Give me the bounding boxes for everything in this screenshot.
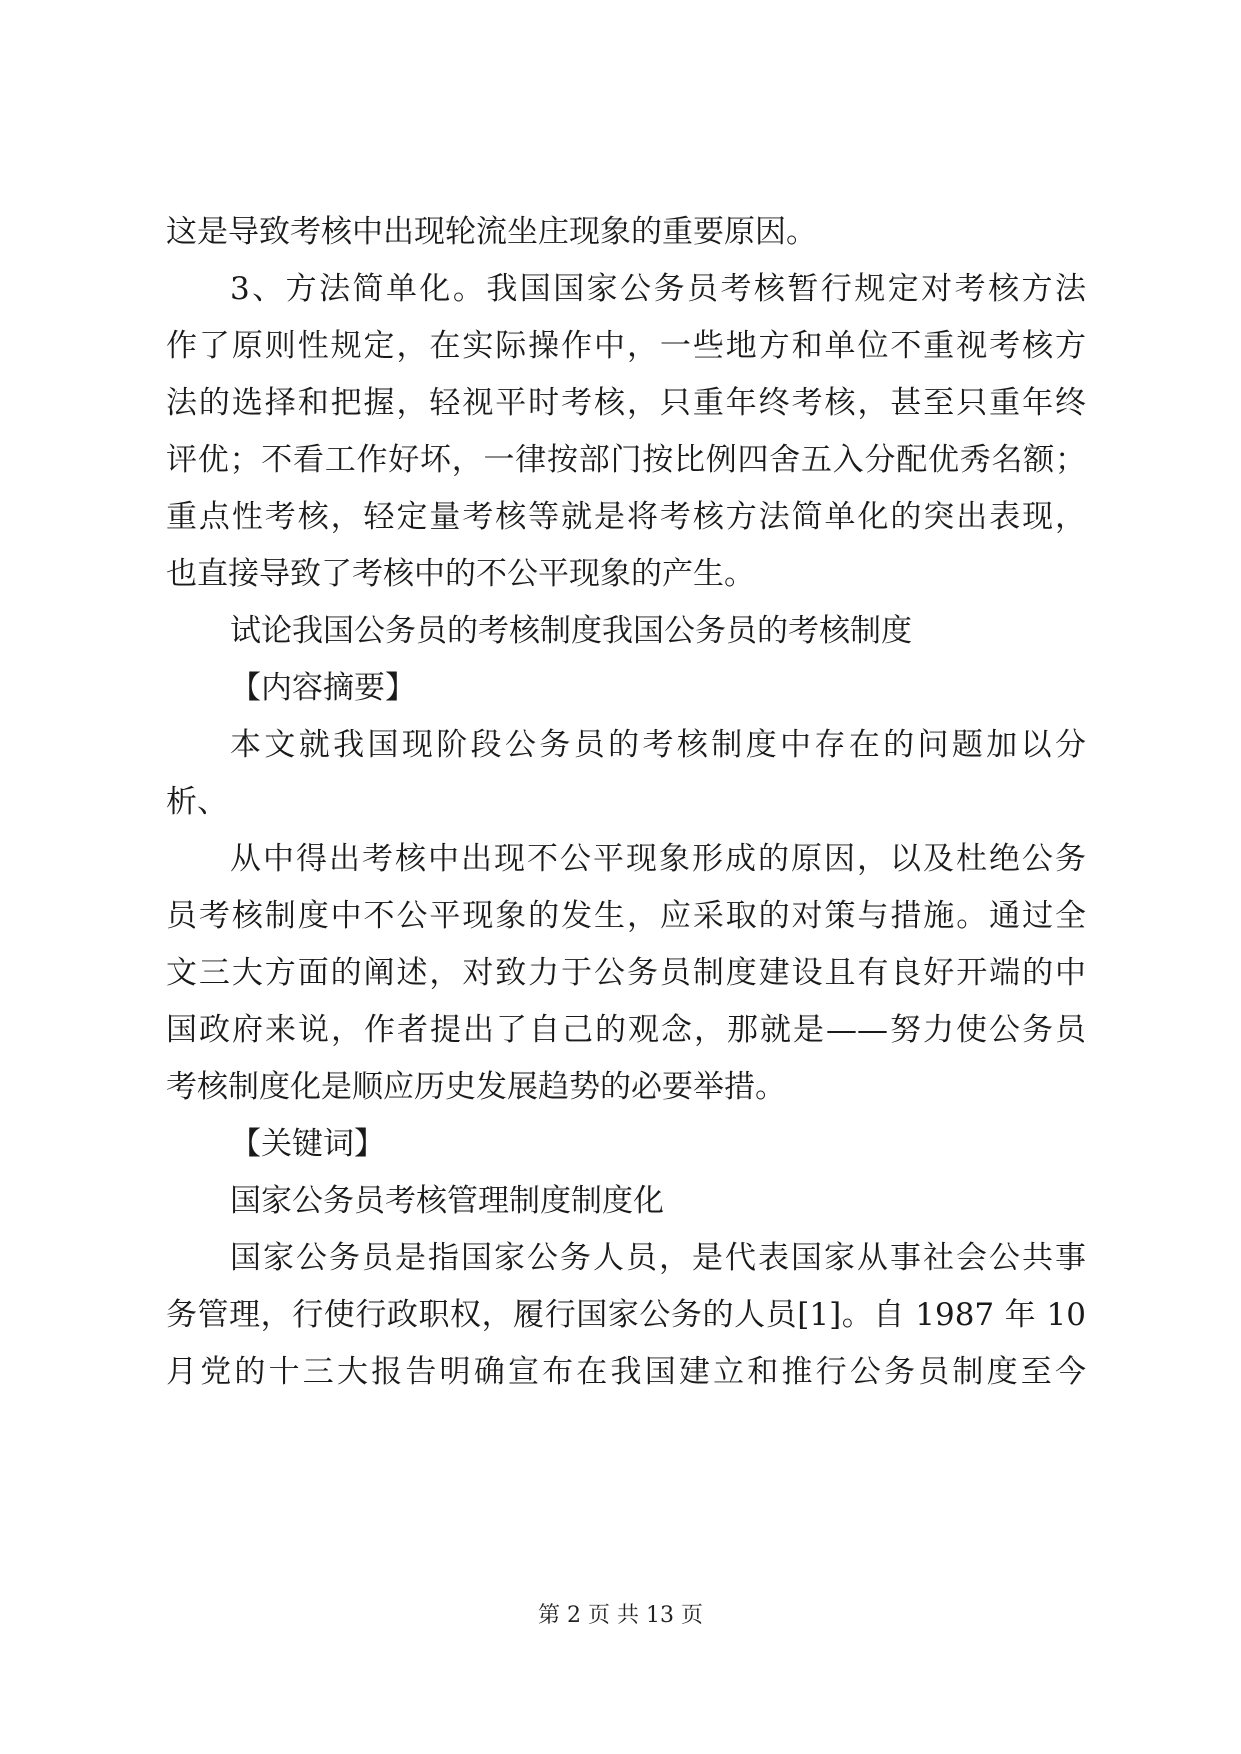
keywords-heading: 【关键词】: [230, 1126, 385, 1162]
text-line: 析、: [166, 784, 228, 820]
text-line: 月党的十三大报告明确宣布在我国建立和推行公务员制度至今: [166, 1354, 1086, 1390]
text-line: 法的选择和把握，轻视平时考核，只重年终考核，甚至只重年终: [166, 385, 1086, 421]
paragraph-start-line: 3、方法简单化。我国国家公务员考核暂行规定对考核方法: [230, 271, 1086, 307]
keywords-text: 国家公务员考核管理制度制度化: [230, 1183, 664, 1219]
text-line: 员考核制度中不公平现象的发生，应采取的对策与措施。通过全: [166, 898, 1086, 934]
page-footer: 第 2 页 共 13 页: [538, 1603, 703, 1628]
text-line: 考核制度化是顺应历史发展趋势的必要举措。: [166, 1069, 786, 1105]
text-line: 这是导致考核中出现轮流坐庄现象的重要原因。: [166, 214, 817, 250]
text-line: 重点性考核，轻定量考核等就是将考核方法简单化的突出表现，: [166, 499, 1086, 535]
paragraph-start-line: 本文就我国现阶段公务员的考核制度中存在的问题加以分: [230, 727, 1086, 763]
section-title: 试论我国公务员的考核制度我国公务员的考核制度: [230, 613, 912, 649]
paragraph-start-line: 国家公务员是指国家公务人员，是代表国家从事社会公共事: [230, 1240, 1086, 1276]
text-line: 国政府来说，作者提出了自己的观念，那就是——努力使公务员: [166, 1012, 1086, 1048]
text-line: 文三大方面的阐述，对致力于公务员制度建设且有良好开端的中: [166, 955, 1086, 991]
text-line: 也直接导致了考核中的不公平现象的产生。: [166, 556, 755, 592]
paragraph-start-line: 从中得出考核中出现不公平现象形成的原因，以及杜绝公务: [230, 841, 1086, 877]
abstract-heading: 【内容摘要】: [230, 670, 416, 706]
text-line: 务管理，行使行政职权，履行国家公务的人员[1]。自 1987 年 10: [166, 1297, 1086, 1333]
text-line: 评优；不看工作好坏，一律按部门按比例四舍五入分配优秀名额；: [166, 442, 1086, 478]
text-line: 作了原则性规定，在实际操作中，一些地方和单位不重视考核方: [166, 328, 1086, 364]
